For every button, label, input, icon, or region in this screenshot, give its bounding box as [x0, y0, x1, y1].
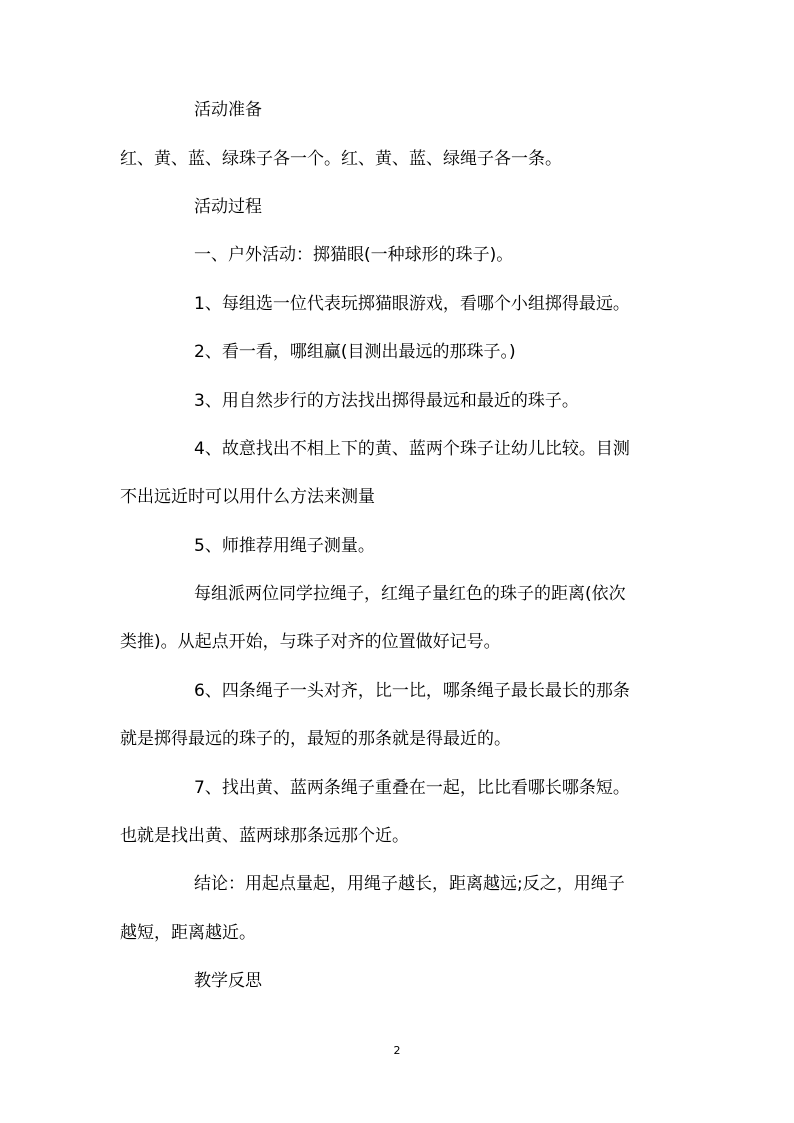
paragraph-step-2: 2、看一看，哪组赢(目测出最远的那珠子。) [194, 342, 516, 362]
paragraph-step-4-line-2: 不出远近时可以用什么方法来测量 [120, 487, 375, 507]
paragraph-conclusion-line-2: 越短，距离越近。 [120, 923, 256, 943]
paragraph-outdoor-activity: 一、户外活动：掷猫眼(一种球形的珠子)。 [194, 245, 514, 265]
paragraph-groups-line-2: 类推)。从起点开始，与珠子对齐的位置做好记号。 [120, 632, 501, 652]
paragraph-step-1: 1、每组选一位代表玩掷猫眼游戏，看哪个小组掷得最远。 [194, 294, 630, 314]
paragraph-step-6-line-1: 6、四条绳子一头对齐，比一比，哪条绳子最长最长的那条 [194, 681, 630, 701]
paragraph-groups-line-1: 每组派两位同学拉绳子，红绳子量红色的珠子的距离(依次 [194, 584, 626, 604]
paragraph-materials: 红、黄、蓝、绿珠子各一个。红、黄、蓝、绿绳子各一条。 [120, 149, 562, 169]
heading-teaching-reflection: 教学反思 [194, 971, 262, 991]
paragraph-step-7-line-2: 也就是找出黄、蓝两球那条远那个近。 [120, 826, 409, 846]
paragraph-step-3: 3、用自然步行的方法找出掷得最远和最近的珠子。 [194, 391, 579, 411]
heading-activity-preparation: 活动准备 [194, 100, 262, 120]
paragraph-step-4-line-1: 4、故意找出不相上下的黄、蓝两个珠子让幼儿比较。目测 [194, 439, 630, 459]
paragraph-step-5: 5、师推荐用绳子测量。 [194, 536, 375, 556]
page-number: 2 [393, 1044, 401, 1057]
paragraph-conclusion-line-1: 结论：用起点量起，用绳子越长，距离越远;反之，用绳子 [194, 874, 625, 894]
heading-activity-process: 活动过程 [194, 197, 262, 217]
paragraph-step-7-line-1: 7、找出黄、蓝两条绳子重叠在一起，比比看哪长哪条短。 [194, 778, 630, 798]
paragraph-step-6-line-2: 就是掷得最远的珠子的，最短的那条就是得最近的。 [120, 729, 511, 749]
